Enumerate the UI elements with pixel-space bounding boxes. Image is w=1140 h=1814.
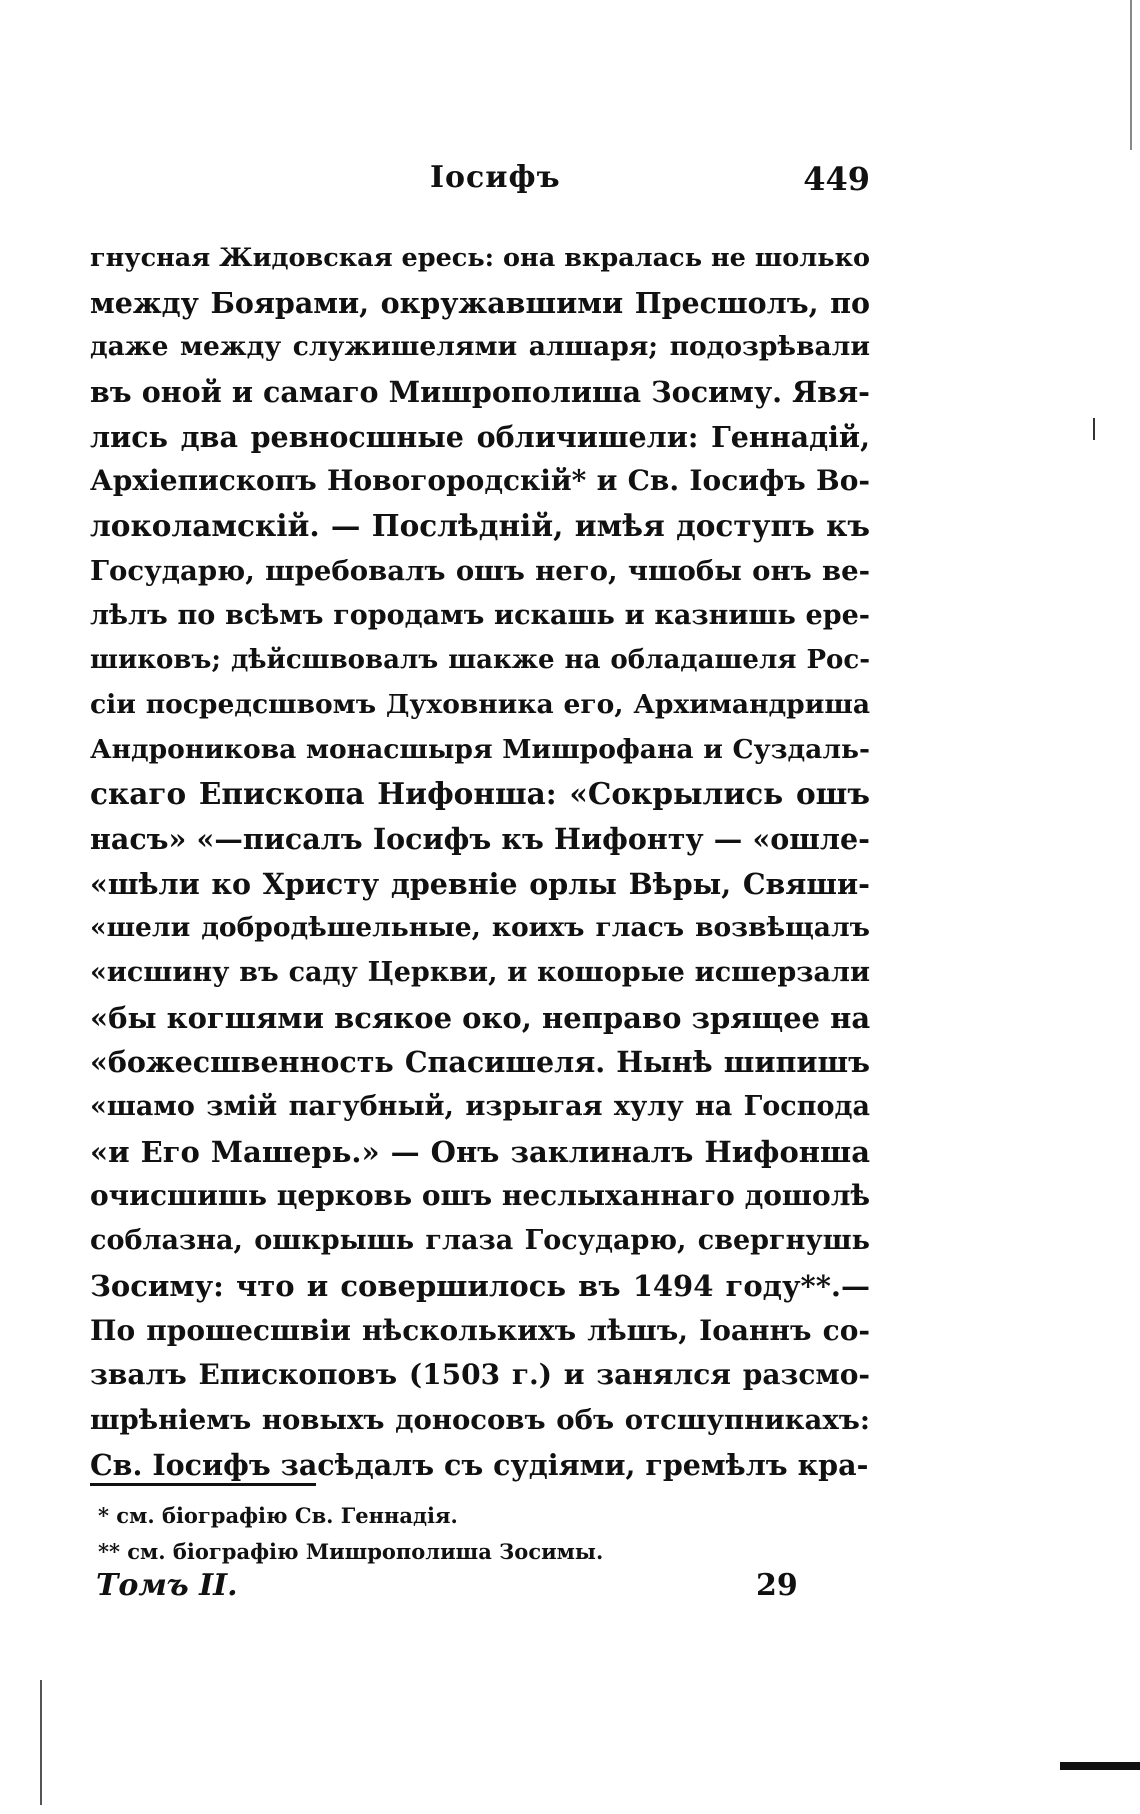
text-line: шрѣніемъ новыхъ доносовъ объ отсшупникахъ: [90, 1403, 870, 1436]
text-line: «шѣли ко Христу древніе орлы Вѣры, Свяши- [90, 866, 870, 901]
text-line: звалъ Епископовъ (1503 г.) и занялся разсмо- [90, 1358, 870, 1392]
text-line: Св. Іосифъ засѣдалъ съ судіями, гремѣлъ кра- [90, 1447, 869, 1482]
text-line: «шели добродѣшельные, коихъ гласъ возвѣщалъ [90, 912, 870, 944]
text-line: «шамо змій пагубный, изрыгая хулу на Господа [90, 1091, 870, 1123]
text-line: лись два ревносшные обличишели: Геннадій, [90, 419, 870, 454]
scan-edge-mark [1130, 0, 1132, 150]
footnote: ** см. біографію Мишрополиша Зосимы. [98, 1539, 604, 1564]
text-line: между Боярами, окружавшими Пресшолъ, по [90, 285, 870, 320]
text-line: гнусная Жидовская ересь: она вкралась не шолько [90, 243, 870, 273]
text-line: «и Его Машерь.» — Онъ заклиналъ Нифонша [90, 1134, 870, 1169]
text-line: сіи посредсшвомъ Духовника его, Архимандриша [90, 688, 870, 720]
footnotes [98, 1498, 858, 1570]
body-text [90, 236, 870, 1487]
text-line: соблазна, ошкрышь глаза Государю, свергнушь [90, 1225, 870, 1257]
text-line: Зосиму: что и совершилось въ 1494 году**.— [90, 1268, 870, 1303]
text-line: шиковъ; дѣйсшвовалъ шакже на обладашеля Рос- [90, 645, 870, 676]
text-line: скаго Епископа Нифонша: «Сокрылись ошъ [90, 776, 870, 812]
text-line: очисшишь церковь ошъ неслыханнаго дошолѣ [90, 1179, 871, 1213]
page-number: 449 [803, 160, 870, 198]
page-header [90, 160, 870, 206]
text-line: лѣлъ по всѣмъ городамъ искашь и казнишь ере- [90, 599, 870, 631]
text-line: «исшину въ саду Церкви, и кошорые исшерзали [90, 957, 870, 988]
scan-speck [1093, 418, 1095, 440]
text-line: «бы когшями всякое око, неправо зрящее на [90, 1000, 871, 1035]
running-title: Іосифъ [430, 160, 561, 195]
text-line: даже между служишелями алшаря; подозрѣвали [90, 331, 870, 363]
text-line: По прошесшвіи нѣсколькихъ лѣшъ, Іоаннъ со- [90, 1313, 870, 1347]
text-line: Архіепископъ Новогородскій* и Св. Іосифъ Во- [90, 464, 870, 498]
text-line: Андроникова монасшыря Мишрофана и Суздаль- [90, 733, 870, 765]
text-line: Государю, шребовалъ ошъ него, чшобы онъ ве- [90, 554, 870, 587]
scan-edge-mark-left [40, 1680, 42, 1805]
text-line: «божесшвенность Спасишеля. Нынѣ шипишъ [90, 1045, 870, 1080]
text-line: насъ» «—писалъ Іосифъ къ Нифонту — «ошле- [90, 821, 870, 856]
footnote: * см. біографію Св. Геннадія. [98, 1503, 458, 1528]
sheet-number: 29 [756, 1568, 798, 1603]
volume-signature: Томъ II. [96, 1568, 238, 1603]
footnote-rule [90, 1483, 316, 1486]
text-line: въ оной и самаго Мишрополиша Зосиму. Явя- [90, 375, 870, 410]
scan-corner-mark [1060, 1762, 1140, 1770]
text-line: локоламскій. — Послѣдній, имѣя доступъ къ [90, 508, 870, 544]
